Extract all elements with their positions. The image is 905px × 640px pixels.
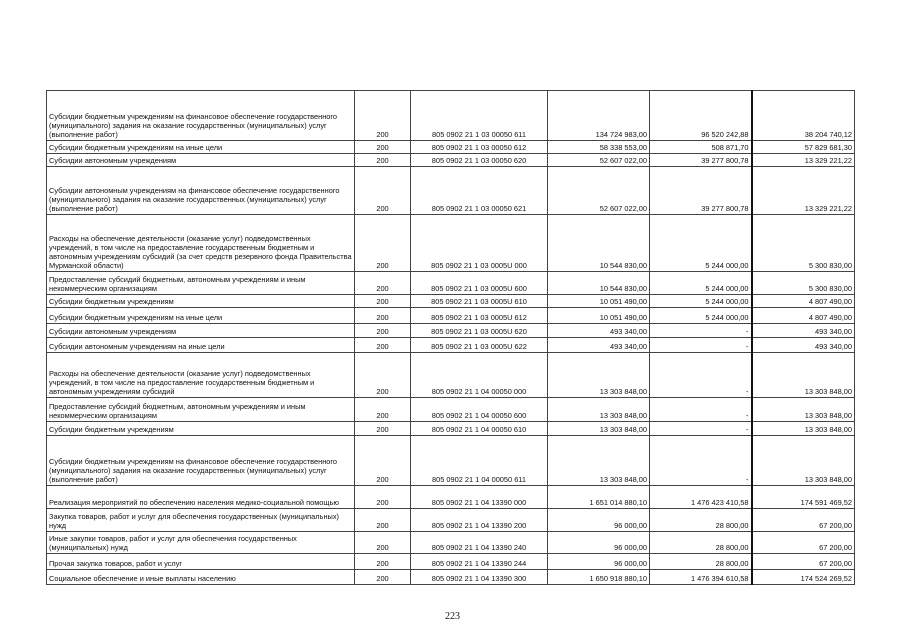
table-row	[47, 436, 855, 486]
row-code-cell: 200	[355, 509, 411, 532]
row-approved-cell: 10 051 490,00	[548, 308, 650, 324]
row-code-cell: 200	[355, 338, 411, 353]
row-executed-cell: 28 800,00	[650, 532, 752, 554]
row-kbk-cell: 805 0902 21 1 04 00050 600	[411, 398, 548, 422]
row-code-cell: 200	[355, 353, 411, 398]
row-kbk-cell: 805 0902 21 1 04 00050 611	[411, 436, 548, 486]
page-number: 223	[445, 611, 460, 622]
row-remaining-cell: 4 807 490,00	[752, 295, 855, 308]
row-name-cell: Прочая закупка товаров, работ и услуг	[47, 554, 355, 570]
row-approved-cell: 13 303 848,00	[548, 422, 650, 436]
row-approved-cell: 13 303 848,00	[548, 353, 650, 398]
row-kbk-cell: 805 0902 21 1 03 00050 612	[411, 141, 548, 154]
row-executed-cell: -	[650, 422, 752, 436]
table-row	[47, 486, 855, 509]
row-name-cell: Субсидии бюджетным учреждениям на иные цели	[47, 308, 355, 324]
row-executed-cell: 39 277 800,78	[650, 154, 752, 167]
row-remaining-cell: 5 300 830,00	[752, 215, 855, 272]
table-row	[47, 532, 855, 554]
row-approved-cell: 96 000,00	[548, 509, 650, 532]
row-code-cell: 200	[355, 141, 411, 154]
row-executed-cell: -	[650, 338, 752, 353]
row-executed-cell: 5 244 000,00	[650, 308, 752, 324]
row-name-cell: Реализация мероприятий по обеспечению населения медико-социальной помощью	[47, 486, 355, 509]
row-kbk-cell: 805 0902 21 1 04 13390 300	[411, 570, 548, 585]
row-executed-cell: 39 277 800,78	[650, 167, 752, 215]
row-name-cell: Предоставление субсидий бюджетным, автономным учреждениям и иным некоммерческим организациям	[47, 272, 355, 295]
row-executed-cell: 1 476 423 410,58	[650, 486, 752, 509]
row-approved-cell: 1 651 014 880,10	[548, 486, 650, 509]
row-code-cell: 200	[355, 398, 411, 422]
row-remaining-cell: 493 340,00	[752, 324, 855, 338]
row-executed-cell: -	[650, 353, 752, 398]
row-name-cell: Субсидии бюджетным учреждениям на финансовое обеспечение государственного (муниципального) задания на оказание государственных (муниципальных) услуг (выполнение работ)	[47, 436, 355, 486]
row-code-cell: 200	[355, 167, 411, 215]
row-approved-cell: 13 303 848,00	[548, 398, 650, 422]
row-remaining-cell: 13 303 848,00	[752, 398, 855, 422]
row-kbk-cell: 805 0902 21 1 03 00050 621	[411, 167, 548, 215]
row-approved-cell: 10 544 830,00	[548, 215, 650, 272]
table-row	[47, 353, 855, 398]
row-name-cell: Субсидии бюджетным учреждениям	[47, 422, 355, 436]
row-kbk-cell: 805 0902 21 1 03 0005U 610	[411, 295, 548, 308]
row-code-cell: 200	[355, 154, 411, 167]
row-remaining-cell: 38 204 740,12	[752, 91, 855, 141]
row-name-cell: Субсидии бюджетным учреждениям на финансовое обеспечение государственного (муниципального) задания на оказание государственных (муниципальных) услуг (выполнение работ)	[47, 91, 355, 141]
table-row	[47, 308, 855, 324]
row-kbk-cell: 805 0902 21 1 03 0005U 600	[411, 272, 548, 295]
table-row	[47, 167, 855, 215]
row-code-cell: 200	[355, 554, 411, 570]
table-row	[47, 398, 855, 422]
table-row	[47, 295, 855, 308]
row-code-cell: 200	[355, 436, 411, 486]
row-name-cell: Субсидии автономным учреждениям на финансовое обеспечение государственного (муниципального) задания на оказание государственных (муниципальных) услуг (выполнение работ)	[47, 167, 355, 215]
row-remaining-cell: 13 329 221,22	[752, 154, 855, 167]
row-executed-cell: -	[650, 324, 752, 338]
row-executed-cell: 28 800,00	[650, 554, 752, 570]
row-remaining-cell: 67 200,00	[752, 532, 855, 554]
row-kbk-cell: 805 0902 21 1 03 00050 620	[411, 154, 548, 167]
row-name-cell: Субсидии автономным учреждениям	[47, 324, 355, 338]
row-name-cell: Субсидии бюджетным учреждениям на иные цели	[47, 141, 355, 154]
row-code-cell: 200	[355, 486, 411, 509]
row-remaining-cell: 493 340,00	[752, 338, 855, 353]
row-code-cell: 200	[355, 91, 411, 141]
row-name-cell: Предоставление субсидий бюджетным, автономным учреждениям и иным некоммерческим организациям	[47, 398, 355, 422]
row-approved-cell: 96 000,00	[548, 554, 650, 570]
table-row	[47, 215, 855, 272]
row-kbk-cell: 805 0902 21 1 03 0005U 000	[411, 215, 548, 272]
row-approved-cell: 58 338 553,00	[548, 141, 650, 154]
row-remaining-cell: 4 807 490,00	[752, 308, 855, 324]
row-executed-cell: 508 871,70	[650, 141, 752, 154]
table-row	[47, 324, 855, 338]
table-row	[47, 338, 855, 353]
row-name-cell: Расходы на обеспечение деятельности (оказание услуг) подведомственных учреждений, в том числе на предоставление государственным бюджетным и автономным учреждениям субсидий (за счет средств резервного фонда Правительства Мурманской области)	[47, 215, 355, 272]
row-kbk-cell: 805 0902 21 1 04 00050 000	[411, 353, 548, 398]
table-row	[47, 141, 855, 154]
table-row	[47, 570, 855, 585]
row-kbk-cell: 805 0902 21 1 04 13390 000	[411, 486, 548, 509]
row-executed-cell: -	[650, 436, 752, 486]
row-executed-cell: 28 800,00	[650, 509, 752, 532]
row-kbk-cell: 805 0902 21 1 03 0005U 620	[411, 324, 548, 338]
row-kbk-cell: 805 0902 21 1 03 00050 611	[411, 91, 548, 141]
table-body	[47, 91, 855, 585]
table-row	[47, 422, 855, 436]
row-code-cell: 200	[355, 324, 411, 338]
row-approved-cell: 493 340,00	[548, 324, 650, 338]
row-kbk-cell: 805 0902 21 1 04 13390 244	[411, 554, 548, 570]
row-code-cell: 200	[355, 272, 411, 295]
row-remaining-cell: 13 329 221,22	[752, 167, 855, 215]
row-remaining-cell: 13 303 848,00	[752, 436, 855, 486]
row-kbk-cell: 805 0902 21 1 03 0005U 622	[411, 338, 548, 353]
row-approved-cell: 10 544 830,00	[548, 272, 650, 295]
row-code-cell: 200	[355, 422, 411, 436]
row-approved-cell: 134 724 983,00	[548, 91, 650, 141]
row-executed-cell: 1 476 394 610,58	[650, 570, 752, 585]
table-row	[47, 154, 855, 167]
row-name-cell: Социальное обеспечение и иные выплаты населению	[47, 570, 355, 585]
budget-execution-table	[46, 90, 855, 585]
row-code-cell: 200	[355, 215, 411, 272]
row-remaining-cell: 67 200,00	[752, 554, 855, 570]
row-remaining-cell: 57 829 681,30	[752, 141, 855, 154]
row-approved-cell: 493 340,00	[548, 338, 650, 353]
row-code-cell: 200	[355, 532, 411, 554]
row-remaining-cell: 5 300 830,00	[752, 272, 855, 295]
row-kbk-cell: 805 0902 21 1 04 13390 240	[411, 532, 548, 554]
row-remaining-cell: 67 200,00	[752, 509, 855, 532]
row-remaining-cell: 13 303 848,00	[752, 422, 855, 436]
table-row	[47, 509, 855, 532]
row-name-cell: Иные закупки товаров, работ и услуг для обеспечения государственных (муниципальных) нужд	[47, 532, 355, 554]
row-remaining-cell: 174 524 269,52	[752, 570, 855, 585]
row-executed-cell: -	[650, 398, 752, 422]
table-row	[47, 91, 855, 141]
row-approved-cell: 96 000,00	[548, 532, 650, 554]
row-remaining-cell: 174 591 469,52	[752, 486, 855, 509]
row-executed-cell: 5 244 000,00	[650, 295, 752, 308]
row-code-cell: 200	[355, 295, 411, 308]
row-remaining-cell: 13 303 848,00	[752, 353, 855, 398]
row-kbk-cell: 805 0902 21 1 04 13390 200	[411, 509, 548, 532]
row-approved-cell: 1 650 918 880,10	[548, 570, 650, 585]
row-code-cell: 200	[355, 570, 411, 585]
table-row	[47, 554, 855, 570]
row-name-cell: Субсидии автономным учреждениям	[47, 154, 355, 167]
row-approved-cell: 52 607 022,00	[548, 167, 650, 215]
row-name-cell: Субсидии автономным учреждениям на иные цели	[47, 338, 355, 353]
row-approved-cell: 13 303 848,00	[548, 436, 650, 486]
row-executed-cell: 96 520 242,88	[650, 91, 752, 141]
table-row	[47, 272, 855, 295]
row-executed-cell: 5 244 000,00	[650, 215, 752, 272]
row-approved-cell: 10 051 490,00	[548, 295, 650, 308]
row-name-cell: Субсидии бюджетным учреждениям	[47, 295, 355, 308]
row-kbk-cell: 805 0902 21 1 04 00050 610	[411, 422, 548, 436]
row-code-cell: 200	[355, 308, 411, 324]
row-kbk-cell: 805 0902 21 1 03 0005U 612	[411, 308, 548, 324]
row-name-cell: Закупка товаров, работ и услуг для обеспечения государственных (муниципальных) нужд	[47, 509, 355, 532]
row-executed-cell: 5 244 000,00	[650, 272, 752, 295]
row-name-cell: Расходы на обеспечение деятельности (оказание услуг) подведомственных учреждений, в том числе на предоставление государственным бюджетным и автономным учреждениям субсидий	[47, 353, 355, 398]
row-approved-cell: 52 607 022,00	[548, 154, 650, 167]
